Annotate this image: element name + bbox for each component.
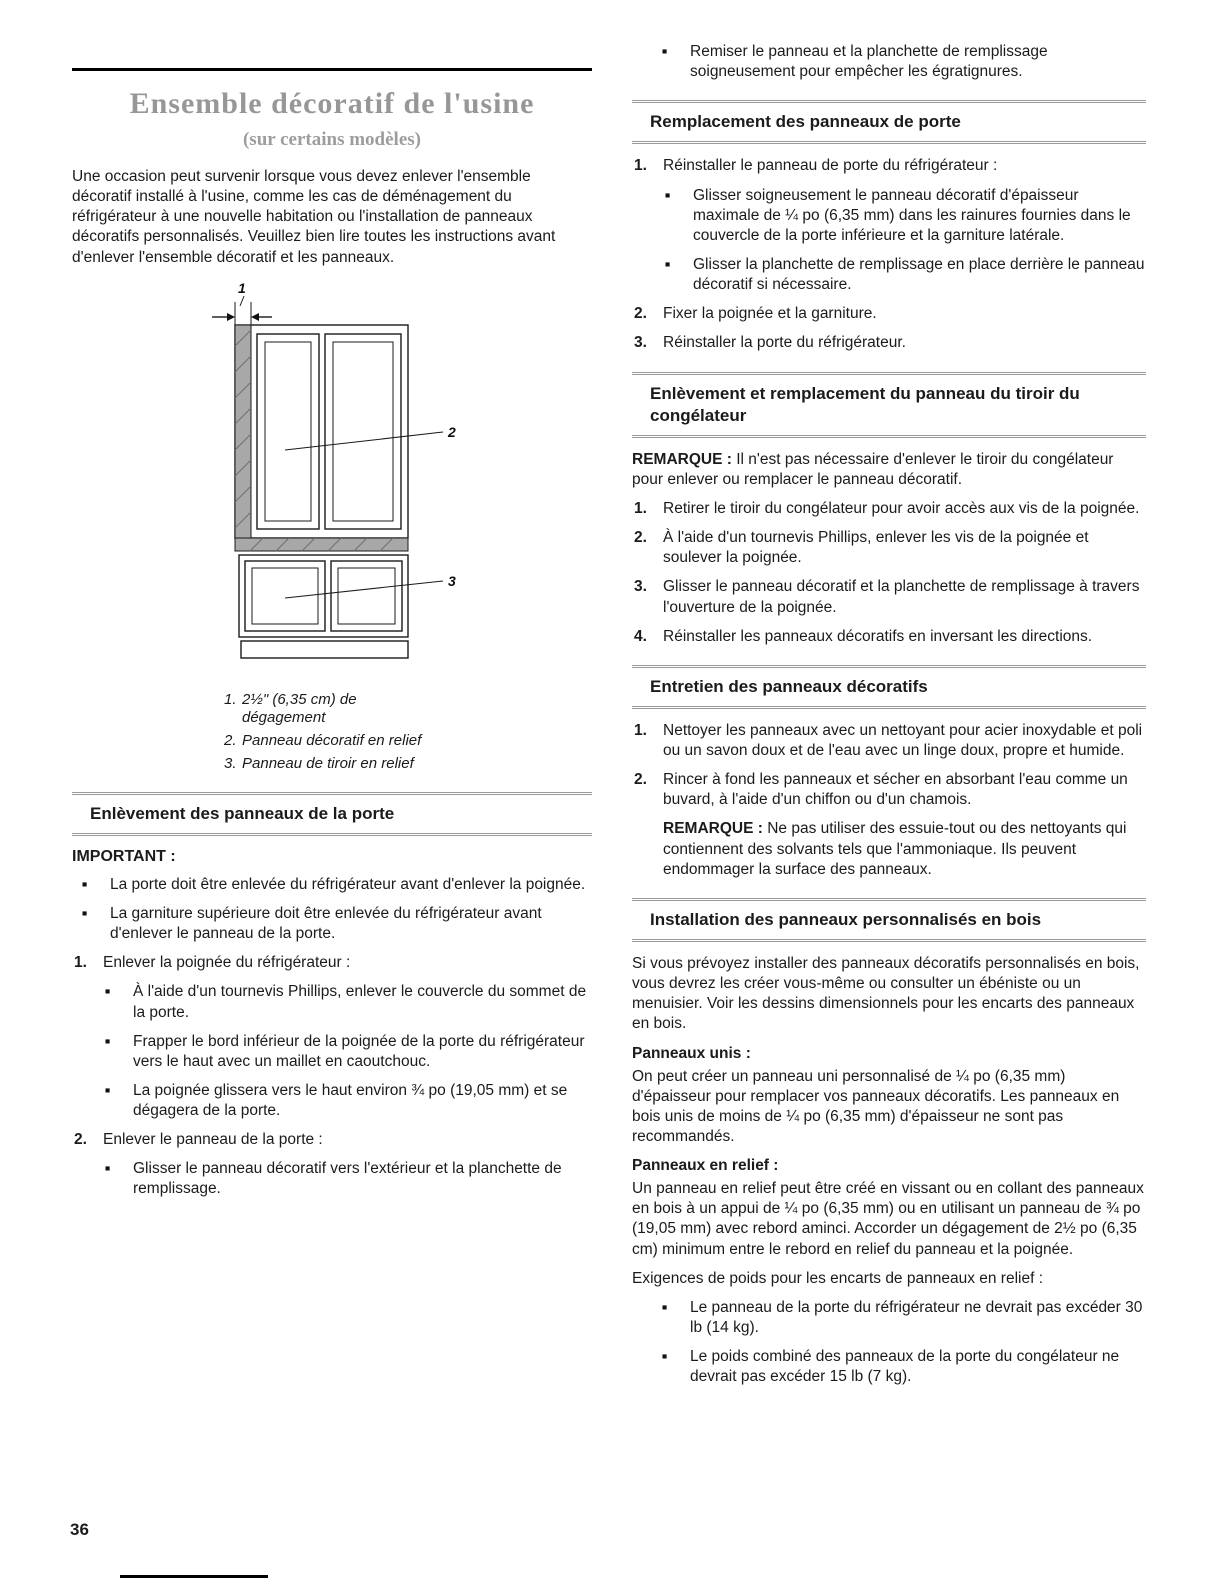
step-number: 1. xyxy=(634,721,647,739)
page-subtitle: (sur certains modèles) xyxy=(242,129,421,150)
step-text: Enlever la poignée du réfrigérateur : xyxy=(103,954,351,972)
bullet-item: ■ Frapper le bord inférieur de la poignée de la porte du réfrigérateur vers le haut avec un maillet en caoutchouc. xyxy=(103,1032,592,1072)
door-panel-right-inner xyxy=(333,342,393,521)
numbered-step xyxy=(632,528,1146,568)
step-text: Réinstaller la porte du réfrigérateur. xyxy=(663,334,906,352)
section-heading-freezer-panel: Enlèvement et remplacement du panneau du tiroir du congélateur xyxy=(632,372,1146,438)
bullet-item: ■ À l'aide d'un tournevis Phillips, enlever le couvercle du sommet de la porte. xyxy=(103,982,592,1022)
figure-caption xyxy=(224,691,444,729)
dimension-arrow-left-icon xyxy=(251,313,259,321)
caption-text: Panneau décoratif en relief xyxy=(242,732,422,750)
note-paragraph xyxy=(632,450,1146,490)
step-text: Rincer à fond les panneaux et sécher en absorbant l'eau comme un buvard, à l'aide d'un chiffon ou d'un chamois. xyxy=(663,771,1128,809)
bullet-item: ■ Le panneau de la porte du réfrigérateur ne devrait pas excéder 30 lb (14 kg). xyxy=(660,1298,1146,1338)
caption-text: Panneau de tiroir en relief xyxy=(242,754,414,772)
substeps xyxy=(663,186,1146,296)
figure-caption xyxy=(224,755,444,774)
upper-cabinet-outline xyxy=(235,325,408,538)
substeps xyxy=(103,982,592,1121)
substeps xyxy=(103,1159,592,1199)
bullet-item: ■ La porte doit être enlevée du réfrigérateur avant d'enlever la poignée. xyxy=(80,875,592,895)
door-panel-left-outline xyxy=(257,334,319,529)
callout-2-label: 2 xyxy=(448,423,456,440)
section-heading-panel-replacement: Remplacement des panneaux de porte xyxy=(632,100,1146,144)
door-panel-left-inner xyxy=(265,342,311,521)
step-number: 3. xyxy=(634,578,647,596)
side-trim-strip xyxy=(235,325,251,538)
numbered-step xyxy=(632,333,1146,353)
caption-text: 2½" (6,35 cm) de dégagement xyxy=(242,690,357,727)
numbered-step xyxy=(632,770,1146,880)
figure-caption xyxy=(224,732,444,751)
page-number: 36 xyxy=(70,1520,89,1539)
numbered-step xyxy=(632,156,1146,295)
bullet-item: ■ Glisser la planchette de remplissage en place derrière le panneau décoratif si nécessaire. xyxy=(663,255,1146,295)
numbered-step xyxy=(72,1130,592,1199)
bullet-item: ■ Glisser soigneusement le panneau décoratif d'épaisseur maximale de ¼ po (6,35 mm) dans les rainures fournies dans le couvercle de la porte inférieure et la garniture latérale. xyxy=(663,186,1146,246)
step-number: 1. xyxy=(74,954,87,972)
note-label: REMARQUE : xyxy=(663,820,763,838)
step-text: Fixer la poignée et la garniture. xyxy=(663,305,877,323)
numbered-step xyxy=(72,953,592,1121)
step-number: 2. xyxy=(634,771,647,789)
caption-number: 1. xyxy=(224,690,237,708)
numbered-step xyxy=(632,627,1146,647)
drawer-panel-right-outline xyxy=(331,561,402,631)
step-number: 2. xyxy=(634,305,647,323)
left-column xyxy=(72,40,592,1396)
bullet-item: ■ Glisser le panneau décoratif vers l'extérieur et la planchette de remplissage. xyxy=(103,1159,592,1199)
drawer-panel-left-outline xyxy=(245,561,325,631)
step-text: Enlever le panneau de la porte : xyxy=(103,1131,323,1149)
note-paragraph xyxy=(663,819,1146,879)
note-text: Ne pas utiliser des essuie-tout ou des nettoyants qui contiennent des solvants tels que l'ammoniaque. Ils peuvent endommager la surface des panneaux. xyxy=(663,820,1127,878)
base-grille xyxy=(241,641,408,658)
callout-3-label: 3 xyxy=(448,572,456,589)
refrigerator-figure xyxy=(210,280,510,774)
step-number: 4. xyxy=(634,627,647,645)
raised-panels-paragraph: Un panneau en relief peut être créé en vissant ou en collant des panneaux en bois à un appui de ¼ po (6,35 mm) ou en utilisant un panneau de ¾ po (19,05 mm) avec rebord aminci. Accorder un dégagement de 2½ po (6,35 cm) minimum entre le rebord en relief du panneau et la poignée. xyxy=(632,1180,1144,1258)
note-label: REMARQUE : xyxy=(632,450,732,468)
callout-1-label: 1 xyxy=(238,279,246,296)
weight-requirements-intro: Exigences de poids pour les encarts de panneaux en relief : xyxy=(632,1269,1044,1287)
raised-panels-label: Panneaux en relief : xyxy=(632,1157,779,1175)
step-number: 1. xyxy=(634,499,647,517)
step-text: Nettoyer les panneaux avec un nettoyant pour acier inoxydable et poli ou un savon doux et de l'eau avec un linge doux, propre et humide. xyxy=(663,721,1143,760)
step-text: Réinstaller le panneau de porte du réfrigérateur : xyxy=(663,157,998,175)
step-number: 1. xyxy=(634,157,647,175)
step-text: Retirer le tiroir du congélateur pour avoir accès aux vis de la poignée. xyxy=(663,499,1140,517)
caption-number: 3. xyxy=(224,754,237,772)
caption-number: 2. xyxy=(224,732,237,750)
note-text: Il n'est pas nécessaire d'enlever le tiroir du congélateur pour enlever ou remplacer le panneau décoratif. xyxy=(632,450,1114,488)
door-panel-right-outline xyxy=(325,334,401,529)
footer-line xyxy=(120,1575,268,1578)
bullet-item: ■ La garniture supérieure doit être enlevée du réfrigérateur avant d'enlever le panneau de la porte. xyxy=(80,904,592,944)
step-number: 2. xyxy=(74,1131,87,1149)
step-text: Glisser le panneau décoratif et la planchette de remplissage à travers l'ouverture de la poignée. xyxy=(663,578,1140,616)
freezer-drawer-outline xyxy=(239,555,408,637)
numbered-step xyxy=(632,304,1146,324)
page-title: Ensemble décoratif de l'usine xyxy=(129,87,535,120)
numbered-step xyxy=(632,577,1146,617)
plain-panels-paragraph: On peut créer un panneau uni personnalisé de ¼ po (6,35 mm) d'épaisseur pour remplacer vos panneaux décoratifs. Les panneaux en bois unis de moins de ¼ po (6,35 mm) d'épaisseur ne sont pas recommandés. xyxy=(632,1067,1120,1145)
right-column xyxy=(632,40,1146,1396)
step-number: 2. xyxy=(634,529,647,547)
step-text: À l'aide d'un tournevis Phillips, enlever les vis de la poignée et soulever la poignée. xyxy=(663,529,1089,567)
numbered-step xyxy=(632,721,1146,761)
section-heading-wood-panels: Installation des panneaux personnalisés en bois xyxy=(632,898,1146,942)
step-number: 3. xyxy=(634,334,647,352)
wood-intro-paragraph: Si vous prévoyez installer des panneaux décoratifs personnalisés en bois, vous devrez les créer vous-même ou consulter un ébéniste ou un menuisier. Voir les dessins dimensionnels pour les encarts des panneaux en bois. xyxy=(632,954,1140,1033)
plain-panels-label: Panneaux unis : xyxy=(632,1044,751,1062)
bullet-item: ■ Remiser le panneau et la planchette de remplissage soigneusement pour empêcher les égratignures. xyxy=(660,42,1146,82)
refrigerator-diagram xyxy=(210,280,462,672)
drawer-panel-right-inner xyxy=(338,568,395,624)
dimension-arrow-right-icon xyxy=(227,313,235,321)
numbered-step xyxy=(632,499,1146,519)
bullet-item: ■ Le poids combiné des panneaux de la porte du congélateur ne devrait pas excéder 15 lb (7 kg). xyxy=(660,1347,1146,1387)
intro-paragraph: Une occasion peut survenir lorsque vous devez enlever l'ensemble décoratif installé à l'usine, comme les cas de déménagement du réfrigérateur à une nouvelle habitation ou l'installation de panneaux décoratifs personnalisés. Veuillez bien lire toutes les instructions avant d'enlever l'ensemble décoratif et les panneaux. xyxy=(72,168,556,266)
bullet-item: ■ La poignée glissera vers le haut environ ¾ po (19,05 mm) et se dégagera de la porte. xyxy=(103,1081,592,1121)
section-heading-door-removal: Enlèvement des panneaux de la porte xyxy=(72,792,592,836)
step-text: Réinstaller les panneaux décoratifs en inversant les directions. xyxy=(663,627,1093,645)
section-heading-panel-care: Entretien des panneaux décoratifs xyxy=(632,665,1146,709)
important-label: IMPORTANT : xyxy=(72,847,176,865)
figure-captions xyxy=(224,691,444,774)
title-block xyxy=(72,68,592,151)
